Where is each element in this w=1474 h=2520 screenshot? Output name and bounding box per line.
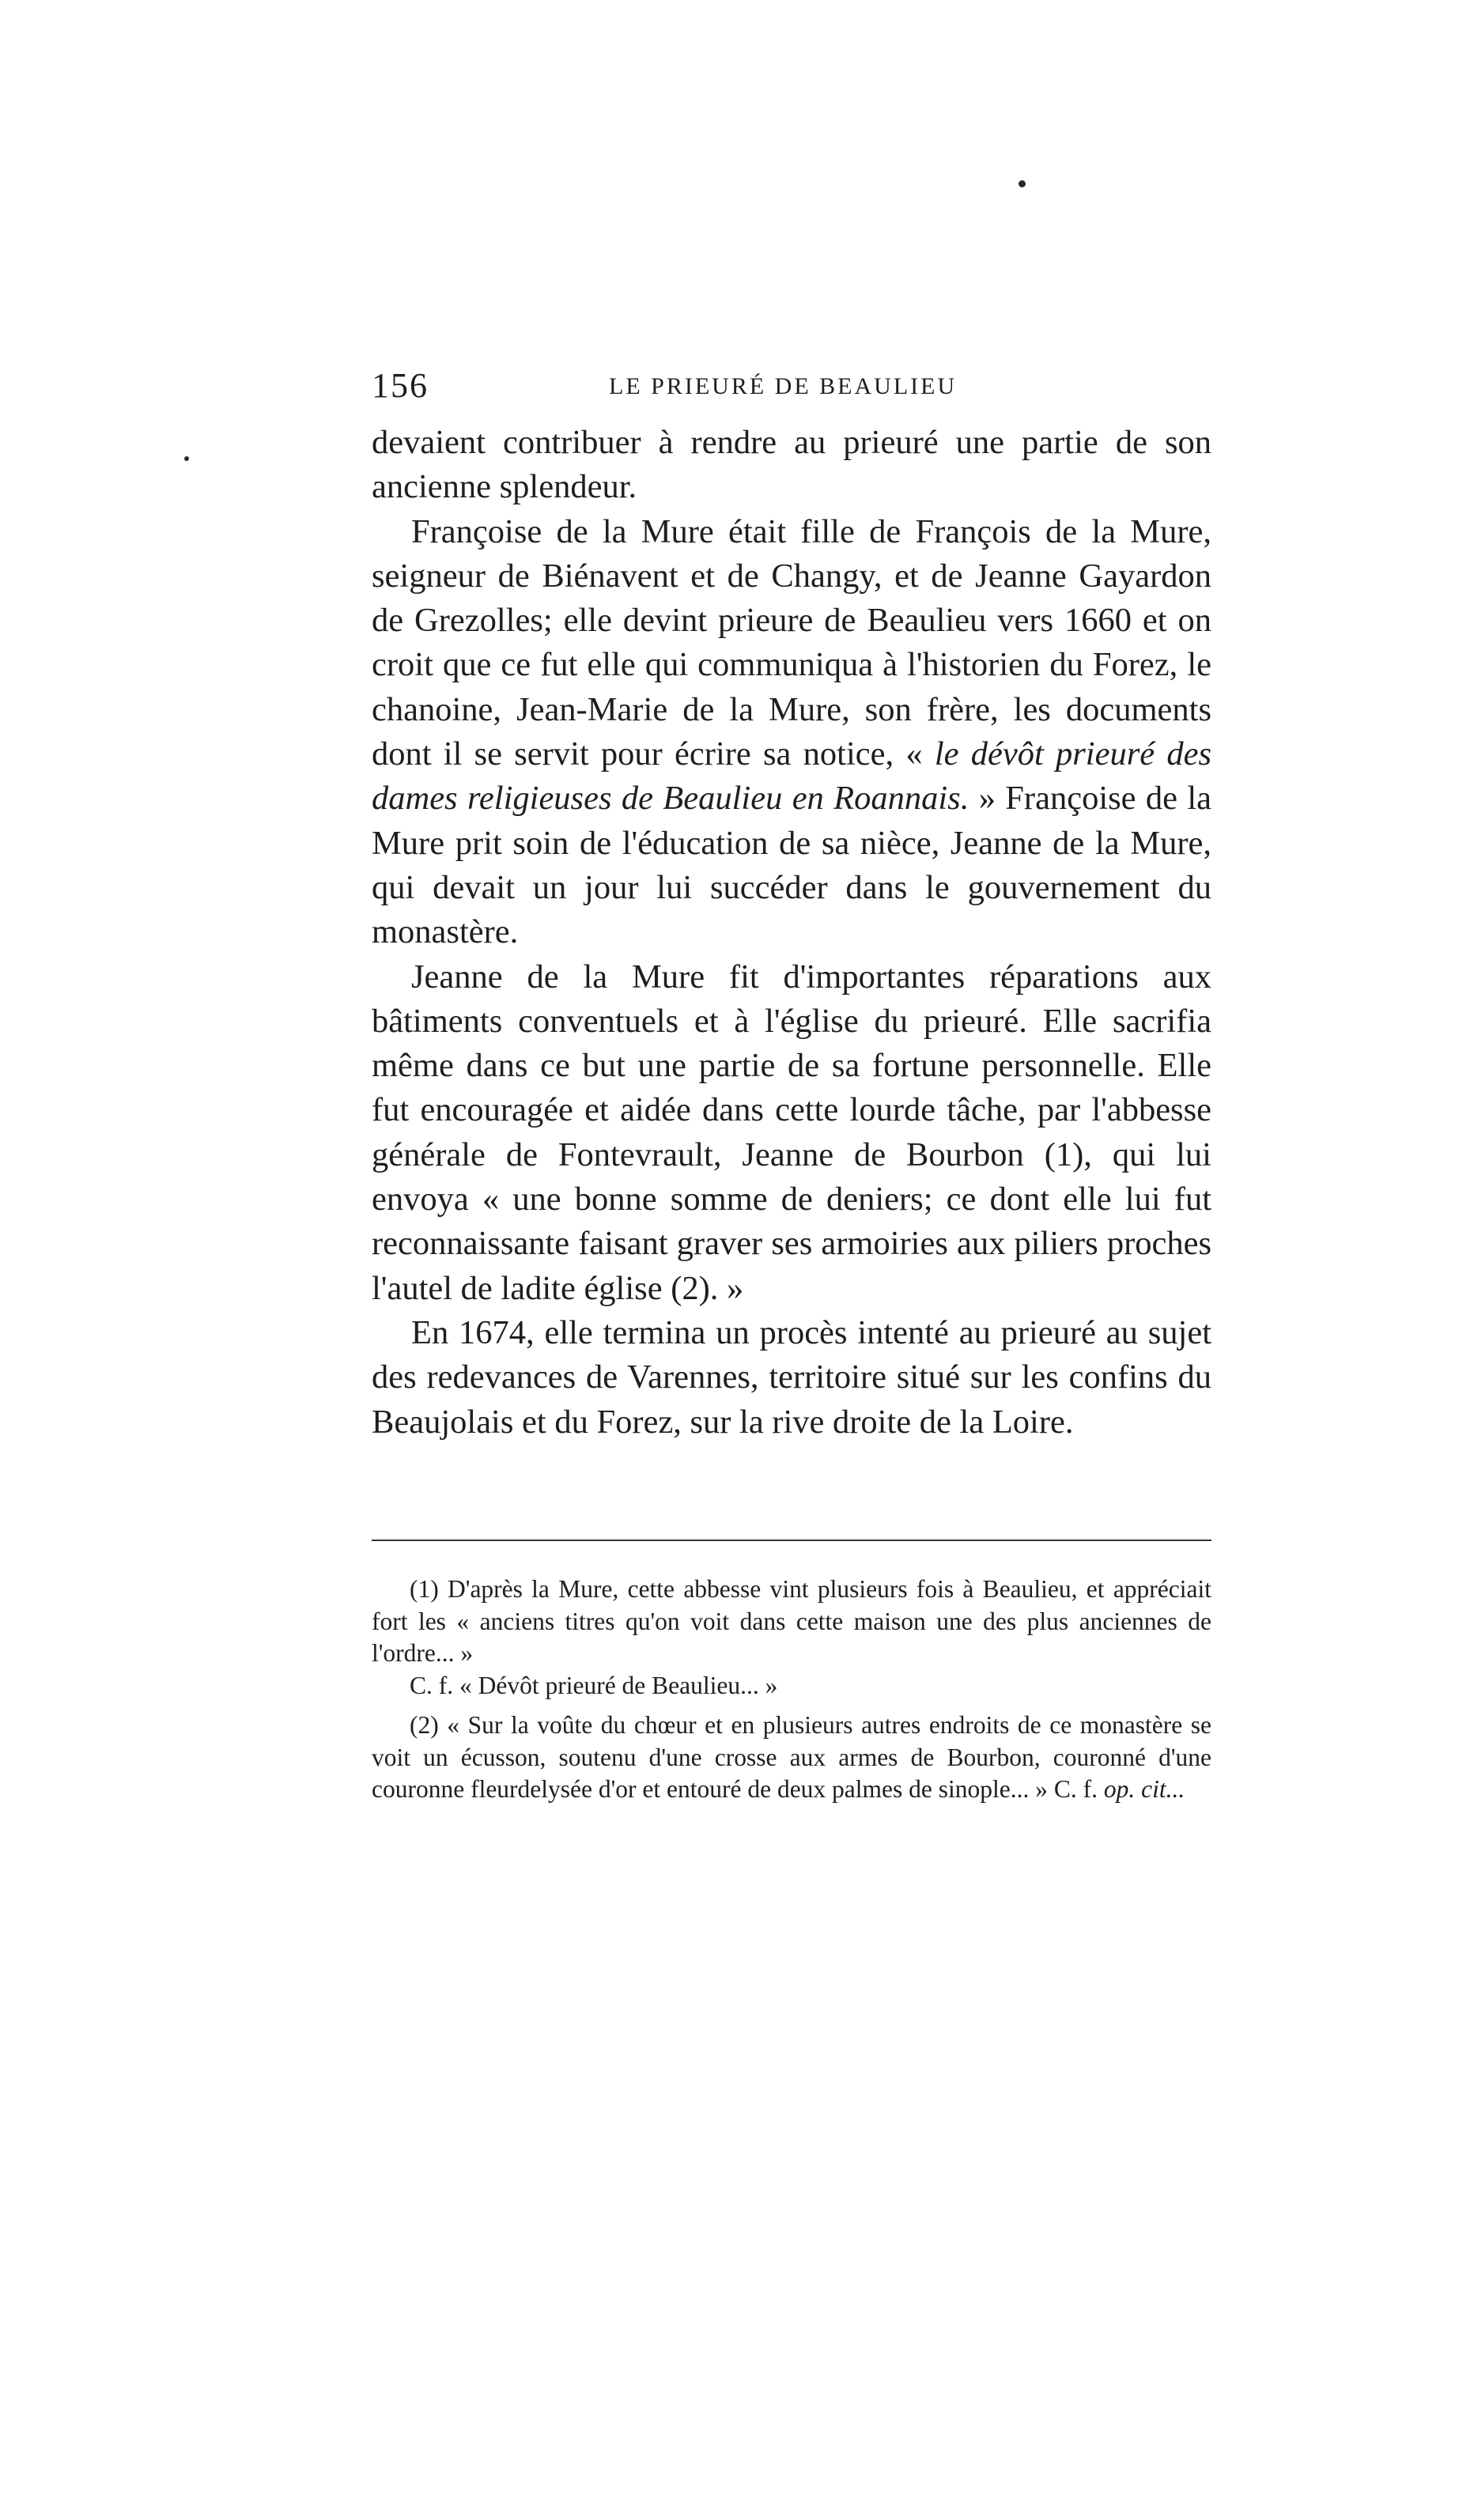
ink-speck-top bbox=[1019, 180, 1026, 187]
footnote-rule bbox=[372, 1540, 1211, 1541]
ink-speck-margin bbox=[184, 456, 189, 461]
paragraph-3: Jeanne de la Mure fit d'importantes réparations aux bâtiments conventuels et à l'église du prieuré. Elle sacrifia même dans ce but une partie de sa fortune personnelle. Elle fut encouragée et aidée dans cette lourde tâche, par l'abbesse générale de Fontevrault, Jeanne de Bourbon (1), qui lui envoya « une bonne somme de deniers; ce dont elle lui fut reconnaissante faisant graver ses armoiries aux piliers proches l'autel de ladite église (2). » bbox=[372, 958, 1211, 1307]
footnote-2 bbox=[372, 1710, 1211, 1806]
paragraph-4: En 1674, elle termina un procès intenté au prieuré au sujet des redevances de Varennes, territoire situé sur les confins du Beaujolais et du Forez, sur la rive droite de la Loire. bbox=[372, 1313, 1211, 1441]
paragraph-2-italic-title: le dévôt prieuré des dames religieuses de Beaulieu en Roannais. bbox=[372, 735, 1211, 818]
page-number: 156 bbox=[372, 366, 429, 405]
main-text bbox=[372, 421, 1211, 1445]
footnote-2-text: (2) « Sur la voûte du chœur et en plusieurs autres endroits de ce monastère se voit un écusson, soutenu d'une crosse aux armes de Bourbon, couronné d'une couronne fleurdelysée d'or et entouré de deux palmes de sinople... » C. f. bbox=[372, 1711, 1211, 1803]
footnotes bbox=[372, 1574, 1211, 1814]
paragraph-2-text-a: Françoise de la Mure était fille de François de la Mure, seigneur de Biénavent et de Changy, et de Jeanne Gayardon de Grezolles; elle devint prieure de Beaulieu vers 1660 et on croit que ce fut elle qui communiqua à l'historien du Forez, le chanoine, Jean-Marie de la Mure, son frère, les documents dont il se servit pour écrire sa notice, « bbox=[372, 512, 1211, 773]
running-title: LE PRIEURÉ DE BEAULIEU bbox=[609, 373, 958, 399]
paragraph-2 bbox=[372, 510, 1211, 955]
paragraph-2-text-b: » Françoise de la Mure prit soin de l'éducation de sa nièce, Jeanne de la Mure, qui devait un jour lui succéder dans le gouvernement du monastère. bbox=[372, 780, 1212, 951]
page-header bbox=[372, 365, 1211, 413]
footnote-1: (1) D'après la Mure, cette abbesse vint plusieurs fois à Beaulieu, et appréciait fort les « anciens titres qu'on voit dans cette maison une des plus anciennes de l'ordre... » bbox=[372, 1575, 1211, 1667]
paragraph-1: devaient contribuer à rendre au prieuré une partie de son ancienne splendeur. bbox=[372, 424, 1211, 506]
footnote-1-reference: C. f. « Dévôt prieuré de Beaulieu... » bbox=[410, 1671, 778, 1699]
footnote-2-italic: op. cit... bbox=[1103, 1775, 1185, 1803]
